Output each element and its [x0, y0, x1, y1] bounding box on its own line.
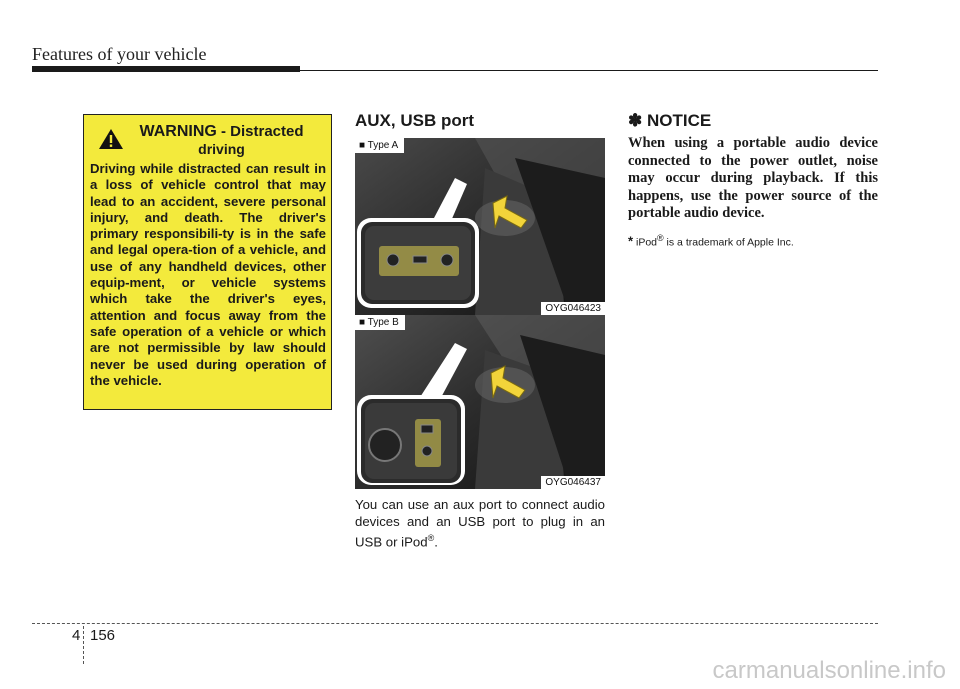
photo-b-code: OYG046437: [541, 476, 605, 489]
console-photo-b-illustration: [355, 315, 605, 489]
aux-paragraph-text: You can use an aux port to connect audio devices and an USB port to plug in an USB or iPod: [355, 497, 605, 550]
header-rule-thick: [32, 66, 300, 72]
footnote-ipod: iPod: [635, 236, 657, 249]
warning-subtitle-line2: driving: [198, 141, 245, 157]
photo-type-a: [355, 138, 605, 315]
warning-title: WARNING: [139, 123, 217, 140]
header-rule-thin: [300, 70, 878, 71]
footnote-text: is a trademark of Apple Inc.: [663, 236, 794, 249]
footnote-star: *: [628, 233, 634, 249]
aux-reg-mark: ®: [427, 533, 435, 543]
notice-heading: ✽ NOTICE: [628, 111, 712, 130]
warning-box: [83, 114, 332, 410]
page-number: 156: [90, 627, 116, 644]
aux-usb-paragraph: [355, 496, 605, 550]
watermark: carmanualsonline.info: [712, 657, 946, 684]
photo-b-type-label: ■ Type B: [355, 315, 405, 330]
ipod-footnote: [628, 233, 794, 249]
warning-header: [84, 123, 331, 141]
aux-usb-heading: AUX, USB port: [355, 111, 474, 130]
photo-a-type-label: ■ Type A: [355, 138, 404, 153]
footnote-reg-mark: ®: [657, 233, 664, 243]
footer-rule: [32, 623, 878, 624]
photo-a-code: OYG046423: [541, 302, 605, 315]
warning-body: Driving while distracted can result in a loss of vehicle control that may lead to an accident, severe personal injury, and death. The driver's primary responsibili-ty is in the safe and legal opera-tion of a vehicle, and use of any handheld devices, other equip-ment, or vehicle systems which take the driver's eyes, attention and focus away from the safe operation of a vehicle or which are not permissible by law should never be used during operation of the vehicle.: [90, 161, 326, 388]
page-number-divider: [83, 626, 84, 664]
notice-body: When using a portable audio device connected to the power outlet, noise may occur during playback. If this happens, use the power source of the portable audio device.: [628, 135, 878, 221]
warning-subtitle-line1: - Distracted: [220, 123, 304, 140]
aux-paragraph-end: .: [434, 534, 438, 550]
photo-type-b: [355, 315, 605, 489]
page-header-title: Features of your vehicle: [32, 44, 207, 64]
page-chapter: 4: [72, 627, 81, 644]
console-photo-a-illustration: [355, 138, 605, 315]
